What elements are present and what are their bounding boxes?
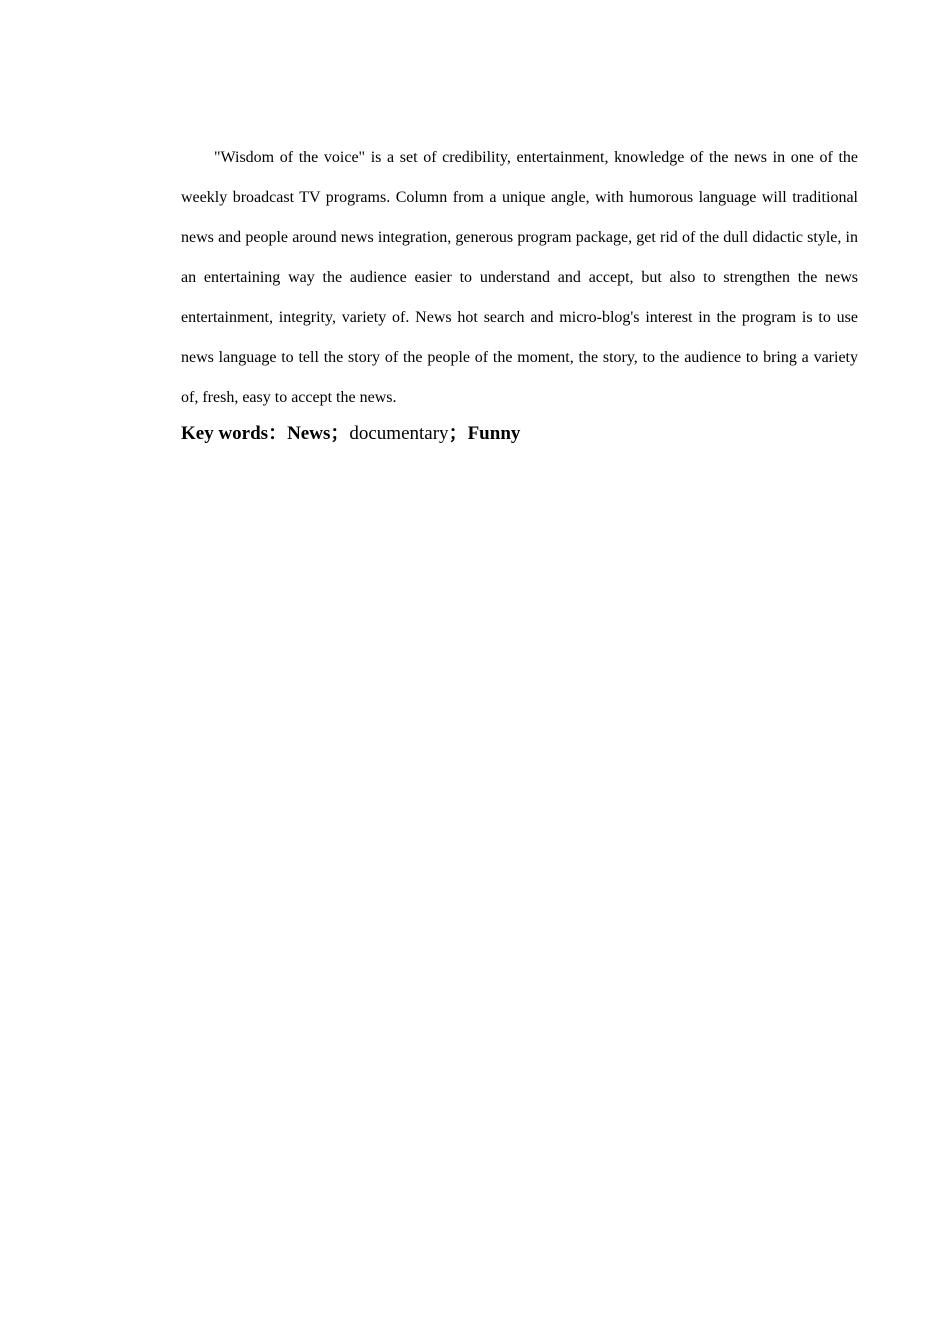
keyword-separator: ； xyxy=(330,423,350,444)
keyword-funny: Funny xyxy=(467,423,521,444)
keyword-news: News xyxy=(287,423,331,444)
keyword-separator: ； xyxy=(448,423,468,444)
abstract-paragraph: "Wisdom of the voice" is a set of credibility, entertainment, knowledge of the news in one of the weekly broadcast TV programs. Column from a unique angle, with humorous language will traditional news and people around news integration, generous program package, get rid of the dull didactic style, in an entertaining way the audience easier to understand and accept, but also to strengthen the news entertainment, integrity, variety of. News hot search and micro-blog's interest in the program is to use news language to tell the story of the people of the moment, the story, to the audience to bring a variety of, fresh, easy to accept the news. xyxy=(181,149,858,406)
keywords-line xyxy=(181,419,858,449)
abstract-section xyxy=(181,138,858,449)
keywords-label: Key words： xyxy=(181,423,288,444)
keyword-documentary: documentary xyxy=(349,423,449,444)
